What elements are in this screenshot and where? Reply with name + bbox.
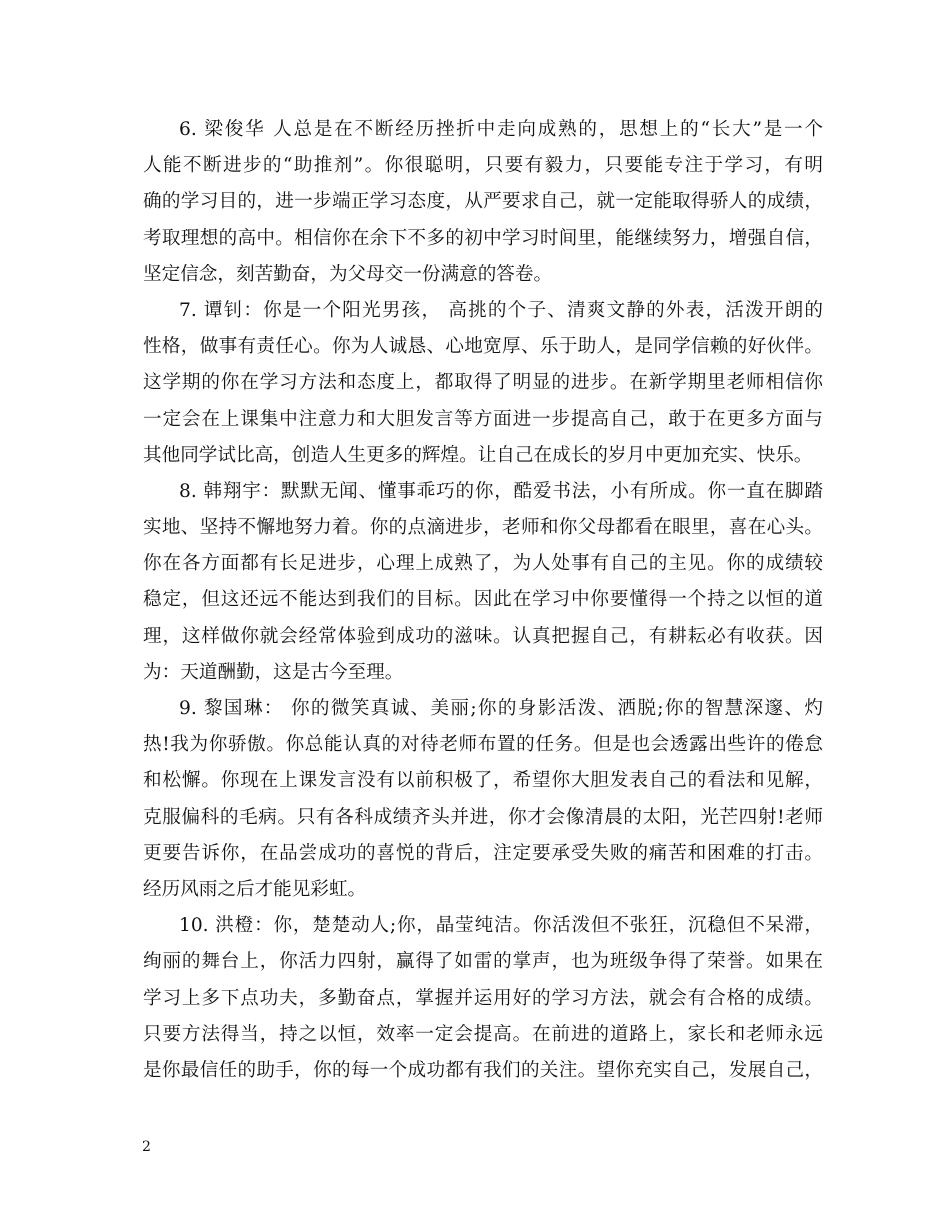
text-line: 坚定信念，刻苦勤奋，为父母交一份满意的答卷。	[143, 263, 553, 285]
text-line: 和松懈。你现在上课发言没有以前积极了，希望你大胆发表自己的看法和见解，	[143, 770, 823, 792]
text-line: 6. 梁俊华 人总是在不断经历挫折中走向成熟的，思想上的“长大”是一个	[179, 119, 823, 140]
page-number: 2	[142, 1139, 151, 1155]
paragraph-9	[143, 691, 823, 908]
text-line: 学习上多下点功夫，多勤奋点，掌握并运用好的学习方法，就会有合格的成绩。	[143, 987, 823, 1009]
body-text	[143, 112, 823, 1089]
text-line: 这学期的你在学习方法和态度上，都取得了明显的进步。在新学期里老师相信你	[143, 372, 823, 394]
text-line: 为：天道酬勤，这是古今至理。	[143, 661, 404, 683]
paragraph-7	[143, 293, 823, 474]
text-line: 更要告诉你，在品尝成功的喜悦的背后，注定要承受失败的痛苦和困难的打击。	[143, 842, 823, 864]
paragraph-6	[143, 112, 823, 293]
text-line: 人能不断进步的“助推剂”。你很聪明，只要有毅力，只要能专注于学习，有明	[143, 155, 823, 177]
text-line: 9. 黎国琳： 你的微笑真诚、美丽;你的身影活泼、洒脱;你的智慧深邃、灼	[179, 698, 823, 719]
text-line: 只要方法得当，持之以恒，效率一定会提高。在前进的道路上，家长和老师永远	[143, 1023, 823, 1045]
text-line: 其他同学试比高，创造人生更多的辉煌。让自己在成长的岁月中更加充实、快乐。	[143, 444, 813, 466]
text-line: 7. 谭钊：你是一个阳光男孩， 高挑的个子、清爽文静的外表，活泼开朗的	[179, 299, 823, 321]
text-line: 确的学习目的，进一步端正学习态度，从严要求自己，就一定能取得骄人的成绩，	[143, 191, 823, 213]
paragraph-10	[143, 908, 823, 1089]
text-line: 10. 洪橙：你，楚楚动人;你，晶莹纯洁。你活泼但不张狂，沉稳但不呆滞，	[179, 915, 823, 937]
text-line: 经历风雨之后才能见彩虹。	[143, 878, 367, 900]
text-line: 稳定，但这还远不能达到我们的目标。因此在学习中你要懂得一个持之以恒的道	[143, 589, 823, 611]
text-line: 8. 韩翔宇：默默无闻、懂事乖巧的你，酷爱书法，小有所成。你一直在脚踏	[179, 480, 823, 502]
text-line: 一定会在上课集中注意力和大胆发言等方面进一步提高自己，敢于在更多方面与	[143, 408, 823, 430]
text-line: 理，这样做你就会经常体验到成功的滋味。认真把握自己，有耕耘必有收获。因	[143, 625, 823, 647]
text-line: 克服偏科的毛病。只有各科成绩齐头并进，你才会像清晨的太阳，光芒四射!老师	[143, 806, 823, 828]
text-line: 绚丽的舞台上，你活力四射，赢得了如雷的掌声，也为班级争得了荣誉。如果在	[143, 951, 823, 973]
text-line: 性格，做事有责任心。你为人诚恳、心地宽厚、乐于助人，是同学信赖的好伙伴。	[143, 336, 823, 358]
text-line: 实地、坚持不懈地努力着。你的点滴进步，老师和你父母都看在眼里，喜在心头。	[143, 517, 823, 539]
text-line: 你在各方面都有长足进步，心理上成熟了，为人处事有自己的主见。你的成绩较	[143, 553, 823, 575]
text-line: 热!我为你骄傲。你总能认真的对待老师布置的任务。但是也会透露出些许的倦怠	[143, 734, 823, 756]
text-line: 是你最信任的助手，你的每一个成功都有我们的关注。望你充实自己，发展自己，	[143, 1059, 823, 1081]
text-line: 考取理想的高中。相信你在余下不多的初中学习时间里，能继续努力，增强自信，	[143, 227, 823, 249]
paragraph-8	[143, 474, 823, 691]
